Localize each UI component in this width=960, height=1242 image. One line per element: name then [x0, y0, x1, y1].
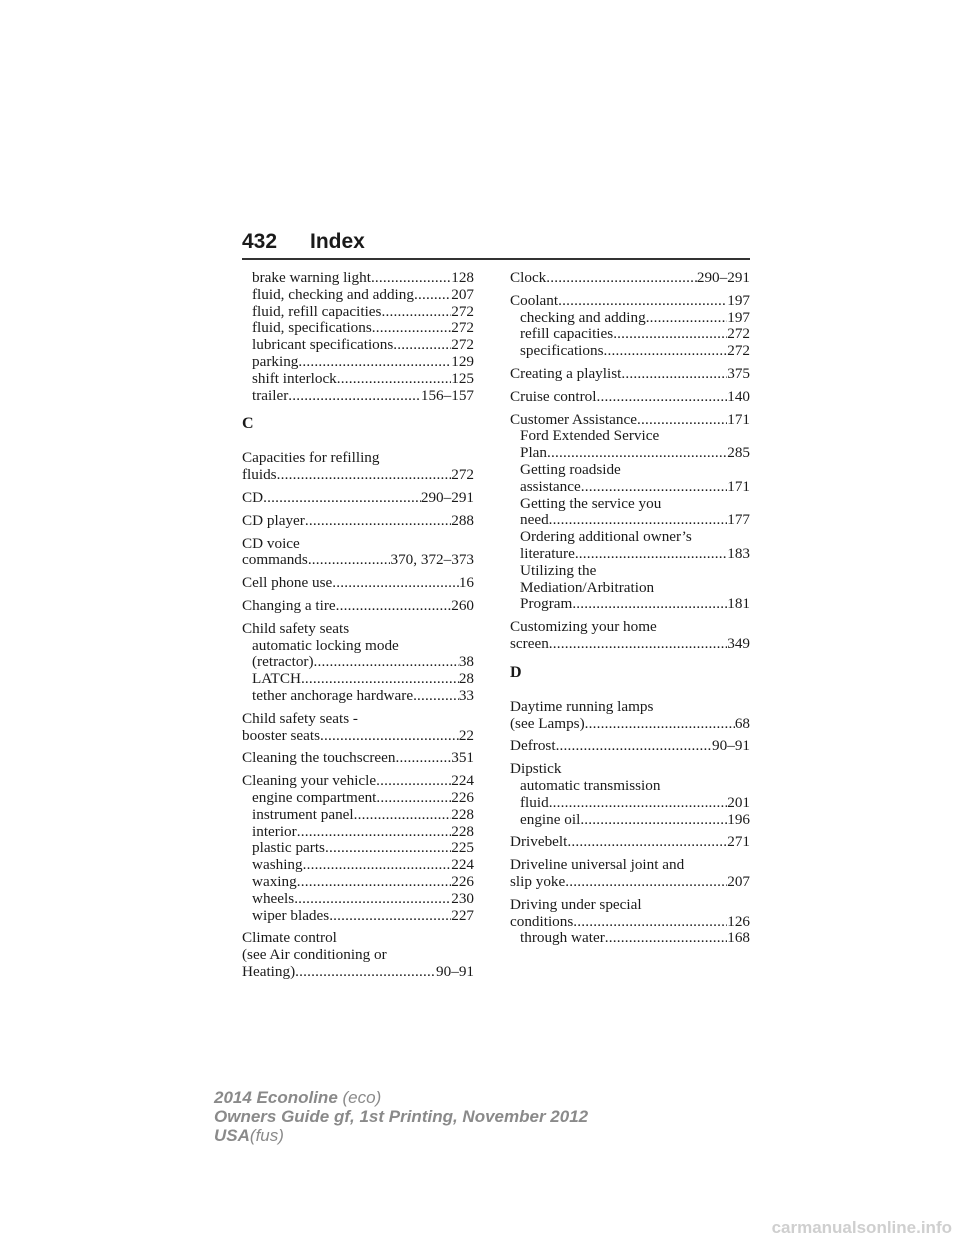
footer-market: USA	[214, 1126, 250, 1145]
index-subentry	[242, 824, 474, 841]
entry-page-ref: 228	[451, 822, 474, 840]
entry-label: (retractor)	[252, 653, 314, 671]
dot-leader	[575, 546, 727, 563]
dot-leader	[413, 688, 459, 705]
entry-page-ref: 181	[727, 595, 750, 613]
entry-page-ref: 156–157	[420, 386, 474, 404]
entry-label: CD	[242, 488, 264, 506]
index-subentry-text: Ford Extended Service	[520, 428, 660, 445]
index-entry-text: Dipstick	[510, 761, 562, 778]
entry-label: interior	[252, 822, 297, 840]
dot-leader	[294, 891, 451, 908]
index-subentry	[510, 512, 750, 529]
index-entry-text: Customizing your home	[510, 619, 657, 636]
entry-label: Cruise control	[510, 387, 597, 405]
entry-page-ref: 140	[727, 387, 750, 405]
index-subentry	[510, 479, 750, 496]
entry-page-ref: 226	[451, 872, 474, 890]
index-entry	[242, 490, 474, 507]
index-entry-text: CD voice	[242, 535, 300, 552]
entry-page-ref: 226	[451, 788, 474, 806]
entry-label: fluid, refill capacities	[252, 302, 382, 320]
entry-page-ref: 196	[727, 810, 750, 828]
footer-line-1	[214, 1088, 588, 1107]
footer-market-code: (fus)	[249, 1126, 284, 1145]
index-entry	[242, 750, 474, 767]
index-entry	[510, 834, 750, 851]
entry-label: need	[520, 511, 549, 529]
index-entry	[510, 874, 750, 891]
dot-leader	[354, 807, 452, 824]
entry-page-ref: 272	[451, 466, 474, 484]
dot-leader	[572, 596, 727, 613]
entry-label: fluid, specifications	[252, 319, 372, 337]
index-entry-text: Daytime running lamps	[510, 698, 654, 715]
dot-leader	[580, 812, 727, 829]
dot-leader	[565, 874, 727, 891]
entry-label: parking	[252, 352, 299, 370]
entry-label: booster seats	[242, 726, 321, 744]
entry-label: through water	[520, 929, 605, 947]
entry-label: fluids	[242, 466, 277, 484]
footer-model-code: (eco)	[342, 1088, 382, 1107]
entry-page-ref: 370, 372–373	[390, 551, 474, 569]
index-entry	[510, 270, 750, 287]
footer-line-3	[214, 1126, 588, 1145]
entry-label: fluid	[520, 793, 549, 811]
entry-page-ref: 207	[451, 285, 474, 303]
entry-page-ref: 128	[451, 269, 474, 286]
dot-leader	[549, 795, 728, 812]
index-entry	[242, 773, 474, 790]
index-subentry-text: automatic locking mode	[252, 637, 399, 654]
index-subentry	[242, 891, 474, 908]
dot-leader	[308, 552, 391, 569]
entry-page-ref: 260	[451, 596, 474, 614]
dot-leader	[637, 412, 727, 429]
entry-page-ref: 177	[727, 511, 750, 529]
entry-page-ref: 285	[727, 444, 750, 462]
dot-leader	[336, 598, 452, 615]
entry-page-ref: 272	[727, 342, 750, 360]
index-entry	[242, 513, 474, 530]
entry-label: Changing a tire	[242, 596, 336, 614]
index-entry	[510, 293, 750, 310]
section-letter: D	[510, 663, 522, 681]
dot-leader	[263, 490, 421, 507]
index-subentry	[242, 671, 474, 688]
dot-leader	[277, 467, 452, 484]
index-subentry-text: Getting roadside	[520, 461, 621, 478]
entry-label: conditions	[510, 912, 574, 930]
index-entry-text: Capacities for refilling	[242, 450, 380, 467]
index-entry-text: (see Air conditioning or	[242, 947, 387, 964]
index-subentry	[242, 304, 474, 321]
entry-label: (see Lamps)	[510, 714, 585, 732]
dot-leader	[556, 738, 712, 755]
entry-page-ref: 290–291	[696, 269, 750, 286]
entry-label: screen	[510, 634, 549, 652]
index-column-right	[510, 270, 750, 947]
entry-label: instrument panel	[252, 805, 354, 823]
section-letter: C	[242, 415, 254, 433]
entry-page-ref: 349	[727, 634, 750, 652]
entry-page-ref: 38	[458, 653, 474, 671]
entry-label: Defrost	[510, 737, 556, 755]
index-entry	[510, 738, 750, 755]
index-subentry-text: Getting the service you	[520, 495, 662, 512]
entry-label: Cleaning the touchscreen	[242, 749, 396, 767]
index-subentry	[242, 857, 474, 874]
entry-page-ref: 28	[458, 670, 474, 688]
dot-leader	[558, 293, 727, 310]
entry-page-ref: 272	[727, 325, 750, 343]
dot-leader	[325, 840, 451, 857]
entry-label: waxing	[252, 872, 297, 890]
index-subentry	[242, 287, 474, 304]
entry-label: refill capacities	[520, 325, 614, 343]
index-entry	[510, 412, 750, 429]
entry-label: Heating)	[242, 962, 296, 980]
dot-leader	[371, 270, 451, 287]
index-subentry	[510, 795, 750, 812]
index-subentry	[242, 354, 474, 371]
dot-leader	[298, 354, 451, 371]
entry-label: CD player	[242, 511, 305, 529]
dot-leader	[393, 337, 451, 354]
entry-label: brake warning light	[252, 269, 371, 286]
entry-label: Creating a playlist	[510, 364, 622, 382]
dot-leader	[646, 310, 728, 327]
entry-page-ref: 129	[451, 352, 474, 370]
dot-leader	[372, 320, 451, 337]
site-watermark: carmanualsonline.info	[771, 1218, 952, 1237]
entry-label: fluid, checking and adding	[252, 285, 414, 303]
index-entry	[510, 389, 750, 406]
dot-leader	[567, 834, 727, 851]
entry-page-ref: 16	[458, 574, 474, 592]
entry-page-ref: 351	[451, 749, 474, 767]
index-subentry-text: automatic transmission	[520, 777, 661, 794]
entry-label: wiper blades	[252, 906, 330, 924]
entry-page-ref: 228	[451, 805, 474, 823]
index-entry-text: Child safety seats	[242, 620, 350, 637]
entry-page-ref: 33	[458, 686, 474, 704]
entry-label: Drivebelt	[510, 833, 568, 851]
dot-leader	[621, 366, 727, 383]
entry-page-ref: 22	[458, 726, 474, 744]
index-subentry	[242, 790, 474, 807]
index-entry	[510, 366, 750, 383]
index-entry	[510, 636, 750, 653]
entry-label: literature	[520, 544, 575, 562]
index-entry	[242, 964, 474, 981]
index-subentry	[510, 310, 750, 327]
entry-label: washing	[252, 856, 303, 874]
entry-label: Coolant	[510, 291, 559, 309]
dot-leader	[414, 287, 451, 304]
index-entry-text: Child safety seats -	[242, 710, 358, 727]
index-subentry	[242, 908, 474, 925]
index-subentry	[242, 320, 474, 337]
entry-page-ref: 288	[451, 511, 474, 529]
index-subentry	[242, 874, 474, 891]
entry-label: lubricant specifications	[252, 336, 394, 354]
entry-page-ref: 230	[451, 889, 474, 907]
entry-label: engine oil	[520, 810, 581, 828]
index-subentry-text: Ordering additional owner’s	[520, 529, 692, 546]
entry-page-ref: 207	[727, 872, 750, 890]
entry-label: Plan	[520, 444, 548, 462]
entry-page-ref: 272	[451, 319, 474, 337]
page-header	[242, 230, 750, 259]
dot-leader	[303, 857, 452, 874]
dot-leader	[337, 371, 451, 388]
index-entry-text: Driveline universal joint and	[510, 857, 685, 874]
entry-page-ref: 201	[727, 793, 750, 811]
entry-page-ref: 125	[451, 369, 474, 387]
entry-page-ref: 171	[727, 410, 750, 428]
entry-page-ref: 225	[451, 839, 474, 857]
dot-leader	[381, 304, 451, 321]
dot-leader	[581, 479, 727, 496]
entry-label: checking and adding	[520, 308, 646, 326]
entry-label: commands	[242, 551, 308, 569]
index-subentry	[242, 371, 474, 388]
dot-leader	[288, 388, 421, 405]
entry-page-ref: 290–291	[420, 488, 474, 506]
dot-leader	[596, 389, 727, 406]
entry-label: tether anchorage hardware	[252, 686, 414, 704]
dot-leader	[604, 343, 728, 360]
dot-leader	[396, 750, 452, 767]
index-subentry	[510, 930, 750, 947]
index-entry	[242, 467, 474, 484]
index-subentry	[510, 343, 750, 360]
index-entry	[510, 716, 750, 733]
index-subentry-text: Mediation/Arbitration	[520, 579, 655, 596]
page-title: Index	[310, 230, 365, 253]
entry-page-ref: 168	[727, 929, 750, 947]
index-column-left	[242, 270, 474, 981]
dot-leader	[605, 930, 727, 947]
index-subentry	[510, 326, 750, 343]
footer-model: 2014 Econoline	[214, 1088, 338, 1107]
dot-leader	[295, 964, 436, 981]
entry-label: Clock	[510, 269, 547, 286]
entry-page-ref: 224	[451, 856, 474, 874]
entry-label: Cleaning your vehicle	[242, 772, 377, 790]
dot-leader	[547, 445, 727, 462]
dot-leader	[376, 773, 451, 790]
entry-label: assistance	[520, 477, 581, 495]
index-subentry	[242, 807, 474, 824]
dot-leader	[320, 728, 459, 745]
dot-leader	[297, 874, 452, 891]
index-subentry	[242, 337, 474, 354]
dot-leader	[549, 512, 728, 529]
header-rule	[242, 258, 750, 260]
index-entry	[242, 552, 474, 569]
entry-label: Customer Assistance	[510, 410, 637, 428]
footer-line-2: Owners Guide gf, 1st Printing, November 2012	[214, 1107, 589, 1126]
dot-leader	[546, 270, 697, 287]
dot-leader	[573, 914, 727, 931]
entry-page-ref: 90–91	[436, 962, 474, 980]
entry-page-ref: 197	[727, 308, 750, 326]
index-subentry-text: Utilizing the	[520, 562, 597, 579]
dot-leader	[305, 513, 451, 530]
index-entry	[242, 598, 474, 615]
index-subentry	[510, 596, 750, 613]
entry-label: Program	[520, 595, 573, 613]
dot-leader	[297, 824, 452, 841]
index-subentry	[242, 388, 474, 405]
entry-page-ref: 224	[451, 772, 474, 790]
index-subentry	[242, 270, 474, 287]
index-subentry	[242, 688, 474, 705]
index-entry	[242, 728, 474, 745]
index-subentry	[510, 445, 750, 462]
entry-page-ref: 126	[727, 912, 750, 930]
entry-label: engine compartment	[252, 788, 377, 806]
entry-label: slip yoke	[510, 872, 566, 890]
entry-label: trailer	[252, 386, 289, 404]
index-subentry	[510, 546, 750, 563]
entry-label: shift interlock	[252, 369, 337, 387]
index-subentry	[242, 840, 474, 857]
dot-leader	[376, 790, 451, 807]
entry-label: plastic parts	[252, 839, 325, 857]
dot-leader	[329, 908, 451, 925]
dot-leader	[314, 654, 459, 671]
index-entry	[510, 914, 750, 931]
entry-page-ref: 375	[727, 364, 750, 382]
dot-leader	[549, 636, 727, 653]
index-subentry	[510, 812, 750, 829]
entry-page-ref: 183	[727, 544, 750, 562]
entry-page-ref: 272	[451, 336, 474, 354]
entry-page-ref: 227	[451, 906, 474, 924]
entry-label: Cell phone use	[242, 574, 333, 592]
entry-page-ref: 90–91	[712, 737, 750, 755]
entry-page-ref: 272	[451, 302, 474, 320]
index-entry-text: Climate control	[242, 930, 337, 947]
index-subentry	[242, 654, 474, 671]
entry-page-ref: 197	[727, 291, 750, 309]
dot-leader	[301, 671, 459, 688]
page-number: 432	[242, 230, 278, 253]
entry-label: wheels	[252, 889, 295, 907]
entry-page-ref: 171	[727, 477, 750, 495]
dot-leader	[613, 326, 727, 343]
index-entry-text: Driving under special	[510, 896, 642, 913]
dot-leader	[585, 716, 735, 733]
index-entry	[242, 575, 474, 592]
dot-leader	[332, 575, 459, 592]
entry-label: LATCH	[252, 670, 301, 688]
entry-page-ref: 271	[727, 833, 750, 851]
entry-label: specifications	[520, 342, 604, 360]
entry-page-ref: 68	[734, 714, 750, 732]
document-footer	[214, 1088, 588, 1145]
